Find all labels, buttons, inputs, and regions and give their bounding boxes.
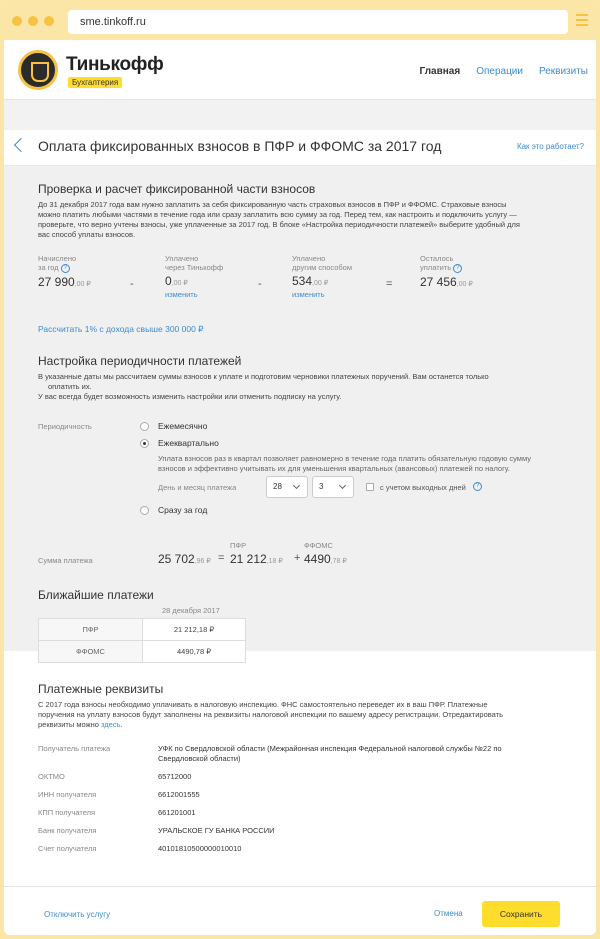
change-paid-tinkoff-link[interactable]: изменить bbox=[165, 290, 198, 299]
minimize-dot-icon[interactable] bbox=[28, 16, 38, 26]
change-paid-other-link[interactable]: изменить bbox=[292, 290, 325, 299]
paid-other-amount: Уплачено другим способом 534,00 ₽ изменить bbox=[292, 254, 352, 299]
kpp-value: 661201001 bbox=[158, 808, 196, 817]
kpp-label: КПП получателя bbox=[38, 808, 96, 817]
unsubscribe-link[interactable]: Отключить услугу bbox=[44, 910, 111, 919]
browser-window bbox=[4, 4, 596, 935]
how-it-works-link[interactable]: Как это работает? bbox=[516, 142, 584, 151]
pfr-amount: 21 212,18 ₽ bbox=[230, 552, 283, 566]
maximize-dot-icon[interactable] bbox=[44, 16, 54, 26]
radio-yearly[interactable] bbox=[140, 506, 149, 515]
save-button[interactable]: Сохранить bbox=[482, 901, 560, 927]
requisites-section-title: Платежные реквизиты bbox=[38, 682, 164, 696]
main-nav bbox=[420, 66, 588, 77]
bank-value: УРАЛЬСКОЕ ГУ БАНКА РОССИИ bbox=[158, 826, 275, 835]
oktmo-label: ОКТМО bbox=[38, 772, 65, 781]
logo-text[interactable]: Тинькофф bbox=[66, 54, 164, 75]
close-dot-icon[interactable] bbox=[12, 16, 22, 26]
chevron-down-icon bbox=[339, 482, 346, 489]
url-bar[interactable]: sme.tinkoff.ru bbox=[68, 10, 568, 34]
oktmo-value: 65712000 bbox=[158, 772, 192, 781]
action-footer bbox=[4, 886, 596, 935]
day-month-label: День и месяц платежа bbox=[158, 483, 237, 492]
periodicity-label: Периодичность bbox=[38, 422, 92, 431]
radio-yearly-label[interactable]: Сразу за год bbox=[158, 505, 208, 515]
site-header bbox=[4, 40, 596, 100]
upcoming-payments-table bbox=[38, 618, 246, 663]
pfr-label: ПФР bbox=[230, 541, 247, 550]
table-row: ФФОМС 4490,78 ₽ bbox=[39, 641, 246, 663]
hamburger-menu-icon[interactable] bbox=[576, 14, 588, 26]
requisites-description: С 2017 года взносы необходимо уплачивать в налоговую инспекцию. ФНС самостоятельно переведет их в ваш ПФР. Платежные поручения на уплату взносов будут заполнены на реквизиты налоговой инспекции по вашему адресу регистрации. Отредактировать реквизиты можно здесь. bbox=[38, 700, 504, 729]
schedule-section-title: Настройка периодичности платежей bbox=[38, 354, 242, 368]
schedule-description: В указанные даты мы рассчитаем суммы взносов к уплате и подготовим черновики платежных поручений. Вам останется только оплатить их. У вас всегда будет возможность изменить настройки или отменить подписку на услугу. bbox=[38, 372, 489, 401]
check-description: До 31 декабря 2017 года вам нужно заплатить за себя фиксированную часть страховых взносов в ПФР и ФФОМС. Страховые взносы можно платить любыми частями в течение года или сразу заплатить всю сумму за год. Перед тем, как настроить и подключить услугу — проверьте, что верно учтены взносы, уже уплаченные за 2017 год. В блоке «Настройка периодичности платежей» выберите удобный для вас способ уплаты взносов. bbox=[38, 200, 520, 239]
remaining-amount: Осталось уплатить ? 27 456,00 ₽ bbox=[420, 254, 473, 289]
question-icon[interactable]: ? bbox=[61, 264, 70, 273]
bank-label: Банк получателя bbox=[38, 826, 97, 835]
weekends-label[interactable]: с учетом выходных дней bbox=[380, 483, 466, 492]
ffoms-label: ФФОМС bbox=[304, 541, 333, 550]
table-row: ПФР 21 212,18 ₽ bbox=[39, 619, 246, 641]
recipient-value: УФК по Свердловской области (Межрайонная инспекция Федеральной налоговой службы №22 по Свердловской области) bbox=[158, 744, 502, 763]
equals-sign: = bbox=[386, 278, 393, 290]
upcoming-date: 28 декабря 2017 bbox=[162, 606, 220, 615]
edit-requisites-link[interactable]: здесь bbox=[101, 720, 121, 729]
radio-quarterly[interactable] bbox=[140, 439, 149, 448]
nav-item-operations[interactable]: Операции bbox=[476, 66, 523, 77]
tinkoff-logo-icon[interactable] bbox=[18, 50, 58, 90]
paid-tinkoff-amount: Уплачено через Тинькофф 0,00 ₽ изменить bbox=[165, 254, 224, 299]
browser-bar bbox=[4, 4, 596, 40]
header-spacer bbox=[4, 100, 596, 130]
back-arrow-icon[interactable] bbox=[14, 138, 28, 152]
radio-quarterly-label[interactable]: Ежеквартально bbox=[158, 438, 219, 448]
check-section-title: Проверка и расчет фиксированной части взносов bbox=[38, 182, 316, 196]
ffoms-amount: 4490,78 ₽ bbox=[304, 552, 347, 566]
logo-badge: Бухгалтерия bbox=[68, 77, 122, 88]
chevron-down-icon bbox=[293, 482, 300, 489]
question-icon[interactable]: ? bbox=[453, 264, 462, 273]
minus-sign: - bbox=[130, 278, 134, 290]
minus-sign: - bbox=[258, 278, 262, 290]
equals-sign: = bbox=[218, 552, 225, 564]
inn-label: ИНН получателя bbox=[38, 790, 97, 799]
accrued-amount: Начислено за год ? 27 990,00 ₽ bbox=[38, 254, 91, 289]
weekends-checkbox[interactable] bbox=[366, 483, 374, 491]
plus-sign: + bbox=[294, 552, 301, 564]
calc-one-percent-link[interactable]: Рассчитать 1% с дохода свыше 300 000 ₽ bbox=[38, 324, 204, 334]
nav-item-main[interactable]: Главная bbox=[419, 66, 461, 77]
recipient-label: Получатель платежа bbox=[38, 744, 111, 753]
window-controls bbox=[12, 16, 54, 26]
nav-item-requisites[interactable]: Реквизиты bbox=[538, 66, 588, 77]
page-header bbox=[4, 130, 596, 166]
day-select[interactable]: 28 bbox=[266, 476, 308, 498]
page-title: Оплата фиксированных взносов в ПФР и ФФОМС за 2017 год bbox=[38, 138, 442, 154]
month-select[interactable]: 3 bbox=[312, 476, 354, 498]
quarterly-description: Уплата взносов раз в квартал позволяет равномерно в течение года платить обязательную годовую сумму взносов и эффективно учитывать их для уменьшения квартальных (авансовых) платежей по налогу. bbox=[158, 454, 531, 473]
account-value: 40101810500000010010 bbox=[158, 844, 242, 853]
cancel-button[interactable]: Отмена bbox=[434, 909, 463, 918]
account-label: Счет получателя bbox=[38, 844, 97, 853]
upcoming-section-title: Ближайшие платежи bbox=[38, 588, 154, 602]
inn-value: 6612001555 bbox=[158, 790, 200, 799]
radio-monthly-label[interactable]: Ежемесячно bbox=[158, 421, 208, 431]
radio-monthly[interactable] bbox=[140, 422, 149, 431]
question-icon[interactable]: ? bbox=[473, 482, 482, 491]
sum-total: 25 702,96 ₽ bbox=[158, 552, 211, 566]
sum-label: Сумма платежа bbox=[38, 556, 93, 565]
